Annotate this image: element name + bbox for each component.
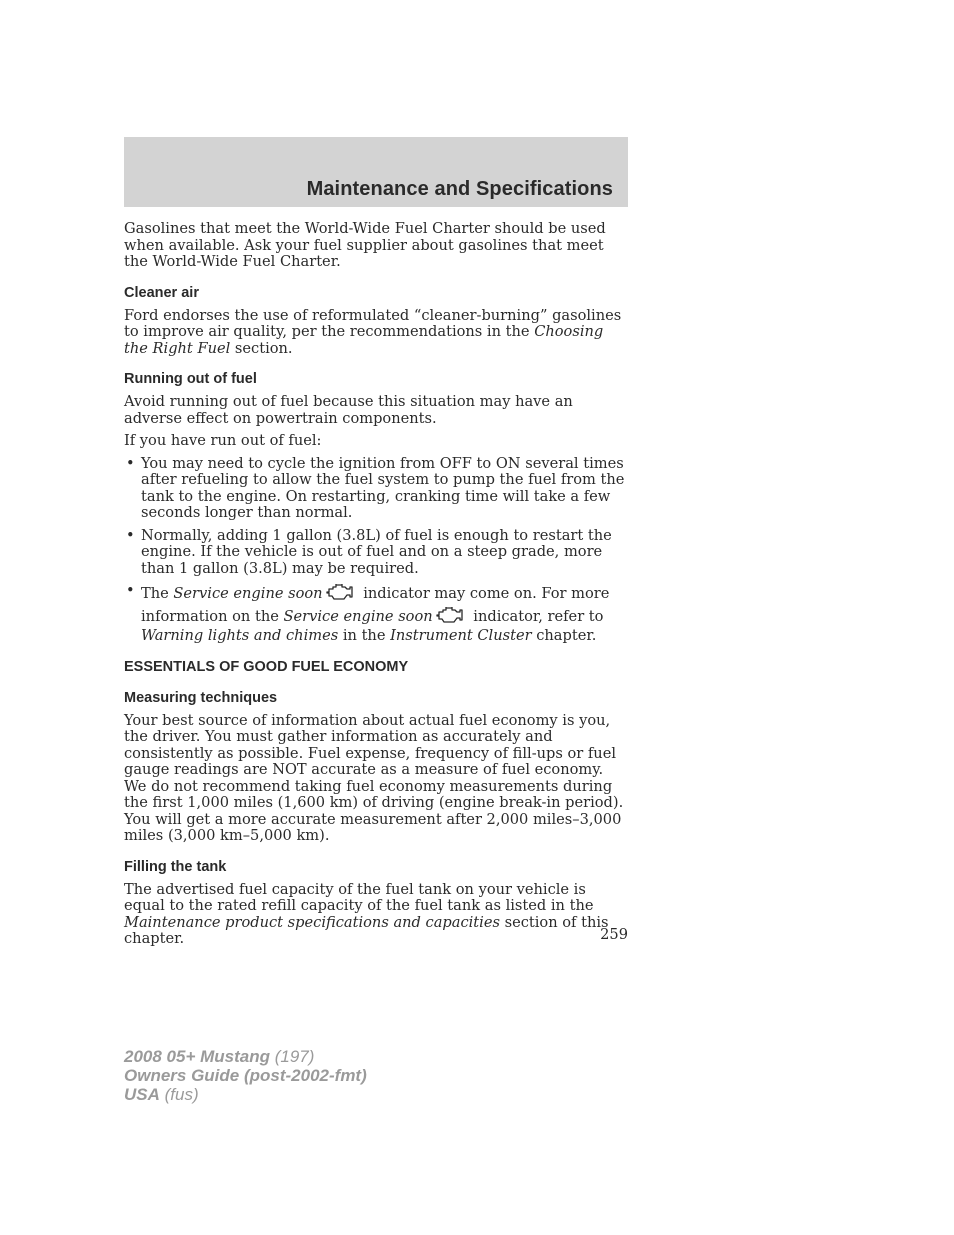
list-item: • The Service engine soon indicator may come on. For more information on the Service engine soon indicator, refer to Warning lights and chimes in the Instrument Cluster chapter.	[124, 583, 629, 645]
heading-cleaner-air: Cleaner air	[124, 284, 199, 301]
section-header-band	[124, 137, 628, 207]
section-title: Maintenance and Specifications	[306, 178, 613, 200]
engine-icon	[325, 583, 355, 606]
run-out-list	[124, 456, 629, 645]
measuring-paragraph: Your best source of information about actual fuel economy is you, the driver. You must gather information as accurately and consistently as possible. Fuel expense, frequency of fill-ups or fuel gauge readings are NOT accurate as a measure of fuel economy. We do not recommend taking fuel economy measurements during the first 1,000 miles (1,600 km) of driving (engine break-in period). You will get a more accurate measurement after 2,000 miles–3,000 miles (3,000 km–5,000 km).	[124, 711, 624, 844]
reference-choosing-fuel: Choosing the Right Fuel	[124, 323, 604, 357]
intro-paragraph: Gasolines that meet the World-Wide Fuel Charter should be used when available. Ask your fuel supplier about gasolines that meet the World-Wide Fuel Charter.	[124, 220, 606, 270]
list-item: • You may need to cycle the ignition from OFF to ON several times after refueling to allow the fuel system to pump the fuel from the tank to the engine. On restarting, cranking time will take a few seconds longer than normal.	[124, 456, 629, 522]
list-item: • Normally, adding 1 gallon (3.8L) of fuel is enough to restart the engine. If the vehicle is out of fuel and on a steep grade, more than 1 gallon (3.8L) may be required.	[124, 528, 629, 578]
page-content	[124, 221, 629, 954]
reference-maintenance-specs: Maintenance product specifications and capacities	[124, 913, 500, 931]
running-out-paragraph: Avoid running out of fuel because this situation may have an adverse effect on powertrain components.	[124, 393, 573, 427]
page-number: 259	[600, 926, 628, 943]
heading-essentials: ESSENTIALS OF GOOD FUEL ECONOMY	[124, 658, 409, 675]
engine-icon	[435, 606, 465, 629]
heading-measuring: Measuring techniques	[124, 689, 278, 706]
heading-running-out: Running out of fuel	[124, 371, 257, 387]
filling-paragraph: The advertised fuel capacity of the fuel tank on your vehicle is equal to the rated refill capacity of the fuel tank as listed in the Maintenance product specifications and capacities section of this chapter.	[124, 880, 609, 947]
cleaner-air-paragraph: Ford endorses the use of reformulated “cleaner-burning” gasolines to improve air quality, per the recommendations in the Choosing the Right Fuel section.	[124, 306, 622, 357]
document-footer: 2008 05+ Mustang (197) Owners Guide (post-2002-fmt) USA (fus)	[124, 1047, 367, 1104]
heading-filling: Filling the tank	[124, 858, 227, 875]
run-out-intro: If you have run out of fuel:	[124, 432, 322, 449]
